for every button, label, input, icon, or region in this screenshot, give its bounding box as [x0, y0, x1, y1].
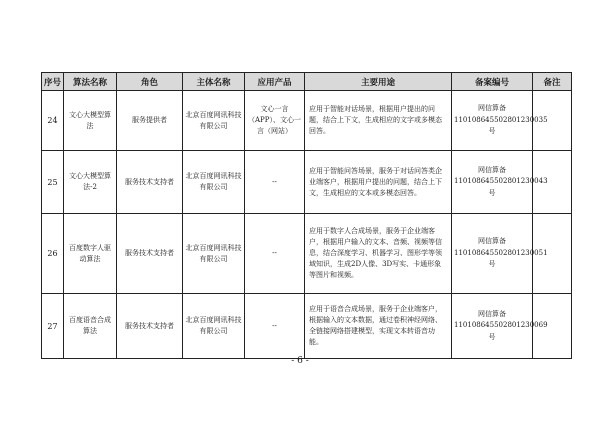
header-role: 角色 [117, 73, 183, 91]
cell-product: -- [245, 151, 305, 214]
cell-entity: 北京百度网讯科技有限公司 [183, 214, 245, 294]
algorithm-registry-table [41, 72, 572, 359]
cell-role: 服务技术支持者 [117, 214, 183, 294]
cell-role: 服务技术支持者 [117, 294, 183, 359]
header-entity: 主体名称 [183, 73, 245, 91]
header-product: 应用产品 [245, 73, 305, 91]
cell-registration-no: 网信算备110108645502801230043号 [452, 151, 533, 214]
cell-usage: 应用于智能对话场景，根据用户提出的问题，结合上下文，生成相应的文字或多模态回答。 [305, 91, 452, 151]
cell-usage: 应用于智能问答场景，服务于对话问答类企业端客户，根据用户提出的问题，结合上下文，生成相应的文本或多模态回答。 [305, 151, 452, 214]
cell-role: 服务提供者 [117, 91, 183, 151]
cell-role: 服务技术支持者 [117, 151, 183, 214]
cell-entity: 北京百度网讯科技有限公司 [183, 91, 245, 151]
cell-product: -- [245, 214, 305, 294]
header-algorithm-name: 算法名称 [64, 73, 117, 91]
table-row [42, 214, 572, 294]
cell-registration-no: 网信算备110108645502801230035号 [452, 91, 533, 151]
cell-entity: 北京百度网讯科技有限公司 [183, 294, 245, 359]
cell-product: -- [245, 294, 305, 359]
cell-seq: 25 [42, 151, 64, 214]
cell-seq: 27 [42, 294, 64, 359]
table-row [42, 91, 572, 151]
header-registration-no: 备案编号 [452, 73, 533, 91]
cell-product: 文心一言（APP）、文心一言（网站） [245, 91, 305, 151]
cell-algorithm-name: 百度语音合成算法 [64, 294, 117, 359]
page-number: - 6 - [291, 356, 309, 366]
cell-usage: 应用于数字人合成场景，服务于企业端客户，根据用户输入的文本、音频、视频等信息，结合深度学习、机器学习、图形学等领域知识，生成2D人像、3D写实、卡通形象等图片和视频。 [305, 214, 452, 294]
cell-algorithm-name: 百度数字人驱动算法 [64, 214, 117, 294]
cell-registration-no: 网信算备110108645502801230069号 [452, 294, 533, 359]
table-row [42, 294, 572, 359]
cell-registration-no: 网信算备110108645502801230051号 [452, 214, 533, 294]
cell-algorithm-name: 文心大模型算法-2 [64, 151, 117, 214]
header-usage: 主要用途 [305, 73, 452, 91]
table-row [42, 151, 572, 214]
header-seq: 序号 [42, 73, 64, 91]
cell-seq: 24 [42, 91, 64, 151]
cell-seq: 26 [42, 214, 64, 294]
cell-usage: 应用于语音合成场景，服务于企业端客户，根据输入的文本数据，通过卷积神经网络、全链接网络搭建模型，实现文本转语音功能。 [305, 294, 452, 359]
header-note: 备注 [533, 73, 572, 91]
cell-algorithm-name: 文心大模型算法 [64, 91, 117, 151]
cell-entity: 北京百度网讯科技有限公司 [183, 151, 245, 214]
table-header-row [42, 73, 572, 91]
